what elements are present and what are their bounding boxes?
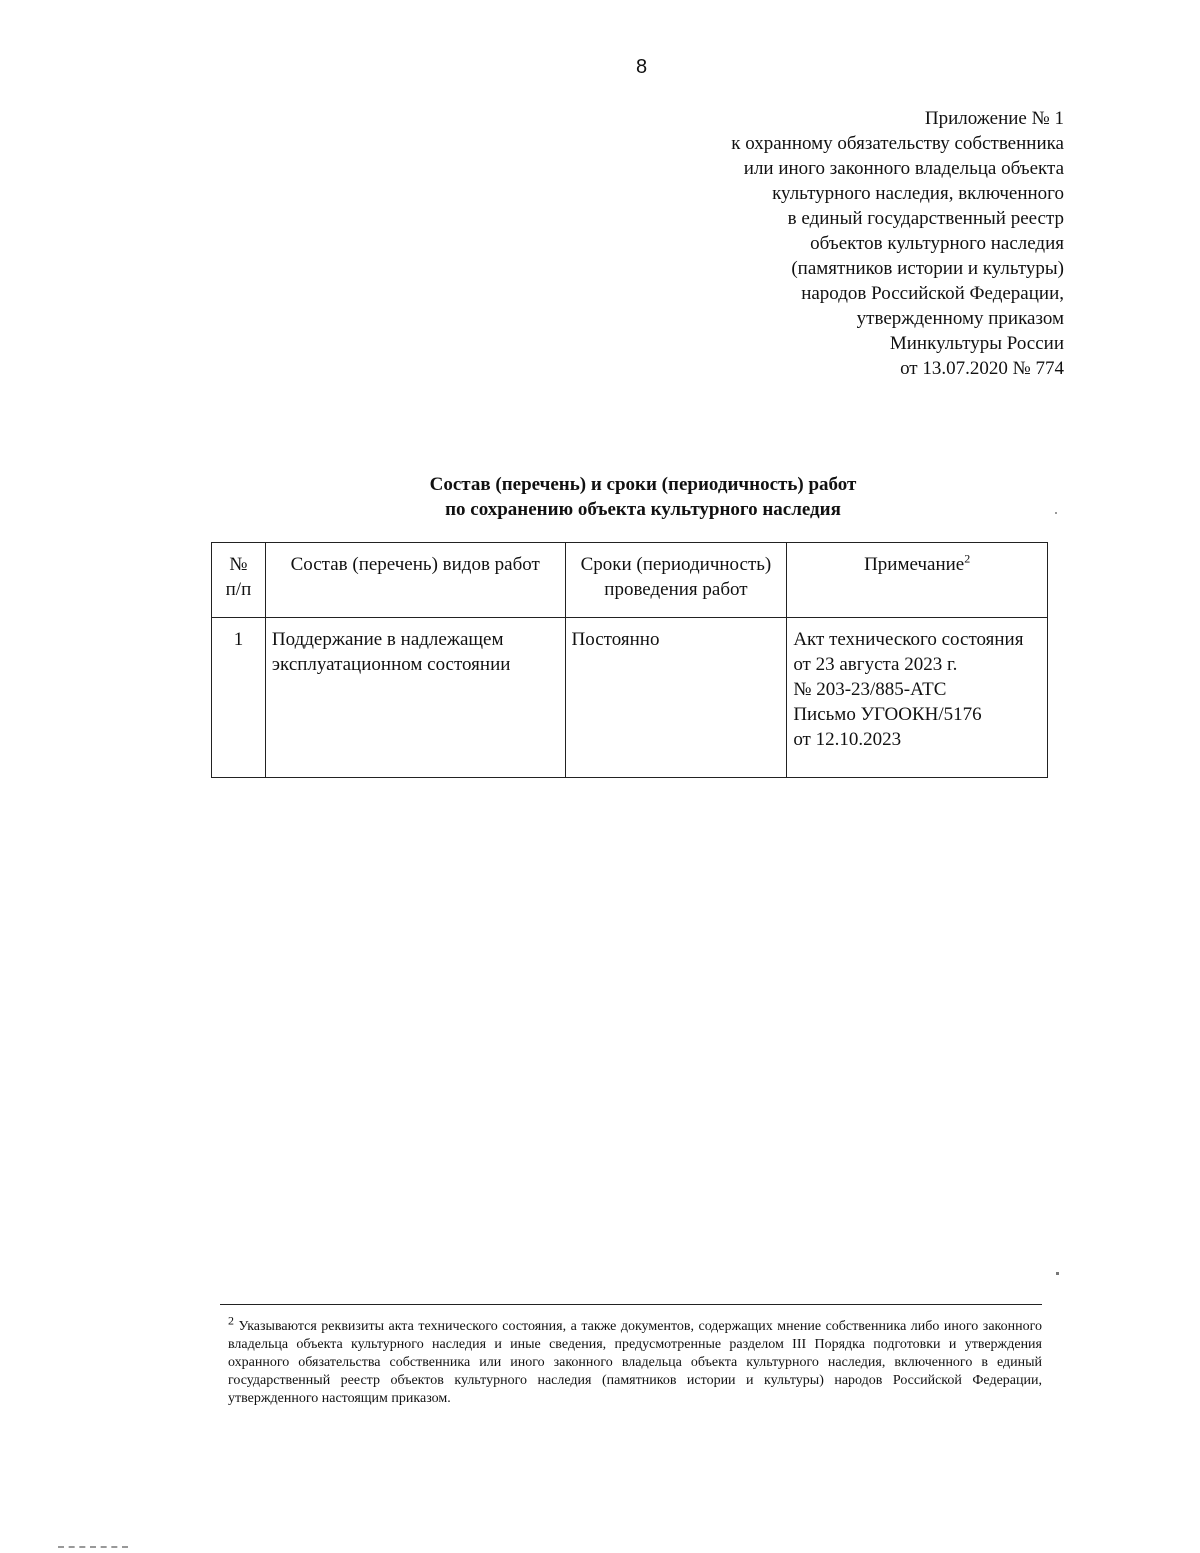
- page-number: 8: [635, 56, 648, 78]
- appendix-line: народов Российской Федерации,: [801, 283, 1064, 304]
- cell-note-line: № 203-23/885-АТС: [793, 679, 947, 700]
- cell-works: [265, 618, 565, 778]
- appendix-line: объектов культурного наследия: [810, 233, 1064, 254]
- cell-terms: Постоянно: [565, 618, 787, 778]
- table-row: [212, 618, 1048, 778]
- appendix-line: или иного законного владельца объекта: [743, 158, 1064, 179]
- header-terms: [565, 543, 787, 618]
- header-num: [212, 543, 266, 618]
- cell-note-line: от 12.10.2023: [793, 729, 902, 750]
- scan-artifact: [58, 1546, 128, 1551]
- cell-works-line: Поддержание в надлежащем: [271, 629, 504, 650]
- header-num-line-2: п/п: [225, 579, 252, 600]
- cell-works-line: эксплуатационном состоянии: [271, 654, 511, 675]
- appendix-line: Минкультуры России: [889, 333, 1064, 354]
- footnote-separator: [220, 1304, 1042, 1305]
- header-note: [787, 543, 1048, 618]
- footnote-marker: 2: [228, 1313, 234, 1328]
- appendix-line: к охранному обязательству собственника: [731, 133, 1064, 154]
- cell-note-line: Письмо УГООКН/5176: [793, 704, 982, 725]
- appendix-line: Приложение № 1: [924, 108, 1064, 129]
- header-terms-line-1: Сроки (периодичность): [580, 554, 772, 575]
- appendix-line: (памятников истории и культуры): [791, 258, 1064, 279]
- footnote-ref: 2: [964, 551, 971, 566]
- appendix-line: от 13.07.2020 № 774: [900, 358, 1064, 379]
- header-works: [265, 543, 565, 618]
- appendix-line: утвержденному приказом: [856, 308, 1064, 329]
- footnote: [228, 1313, 1043, 1408]
- table-header-row: [212, 543, 1048, 618]
- document-title-line-1: Состав (перечень) и сроки (периодичность) работ: [429, 474, 857, 495]
- header-note-label: Примечание: [864, 554, 965, 575]
- appendix-line: в единый государственный реестр: [787, 208, 1064, 229]
- scan-speck: [1056, 1272, 1059, 1275]
- cell-note: [787, 618, 1048, 778]
- header-terms-line-2: проведения работ: [604, 579, 748, 600]
- header-num-line-1: №: [229, 554, 248, 575]
- works-table: [211, 542, 1048, 778]
- cell-note-line: Акт технического состояния: [793, 629, 1024, 650]
- document-title: [0, 472, 1200, 522]
- appendix-line: культурного наследия, включенного: [772, 183, 1064, 204]
- header-works-label: Состав (перечень) видов работ: [290, 554, 540, 575]
- appendix-header: [731, 106, 1064, 381]
- document-title-line-2: по сохранению объекта культурного наследия: [445, 499, 841, 520]
- footnote-text: Указываются реквизиты акта технического состояния, а также документов, содержащих мнение собственника либо иного законного владельца объекта культурного наследия и иные сведения, предусмотренные разделом III Порядка подготовки и утверждения охранного обязательства собственника или иного законного владельца объекта культурного наследия, включенного в единый государственный реестр объектов культурного наследия (памятников истории и культуры) народов Российской Федерации, утвержденного настоящим приказом.: [228, 1319, 1043, 1406]
- scan-speck: [1055, 512, 1057, 514]
- cell-num: 1: [212, 618, 266, 778]
- cell-note-line: от 23 августа 2023 г.: [793, 654, 958, 675]
